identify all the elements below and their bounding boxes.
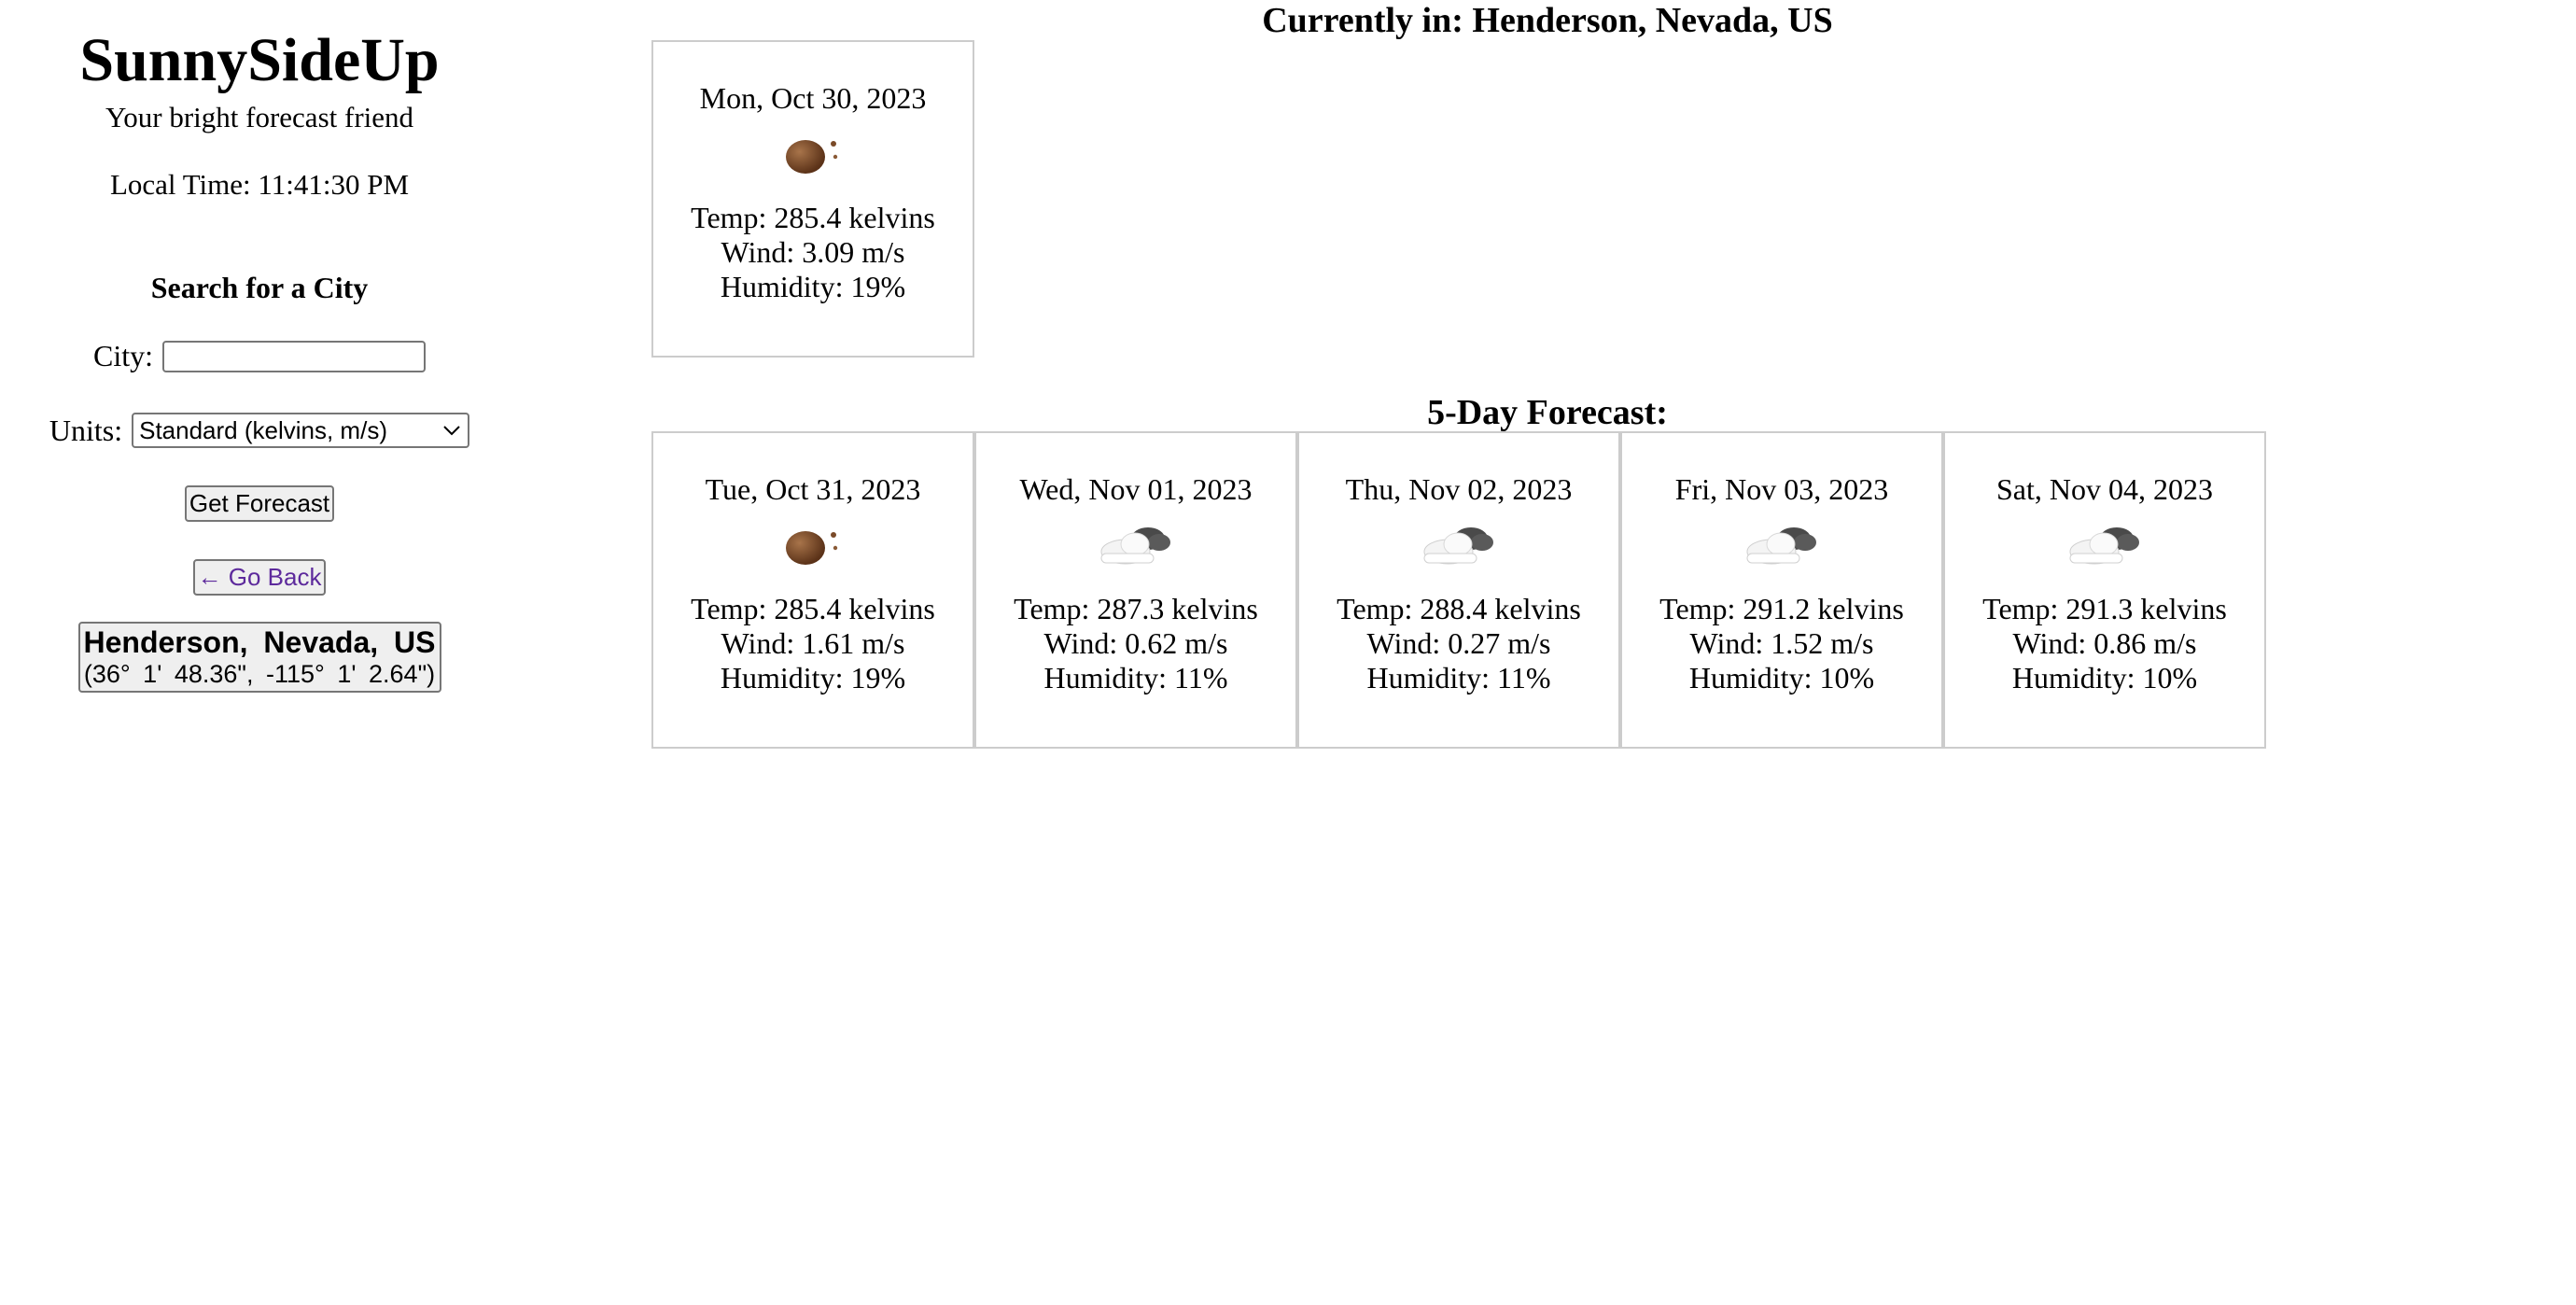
card-temp: Temp: 291.2 kelvins xyxy=(1659,592,1904,625)
chevron-down-icon xyxy=(441,418,462,442)
current-heading: Currently in: Henderson, Nevada, US xyxy=(1262,1,1833,40)
card-humidity: Humidity: 11% xyxy=(1043,661,1228,695)
city-input[interactable] xyxy=(162,341,426,372)
go-back-button[interactable]: ← Go Back xyxy=(193,559,327,596)
card-humidity: Humidity: 19% xyxy=(720,661,906,695)
search-heading: Search for a City xyxy=(150,271,369,304)
city-row xyxy=(0,339,519,373)
forecast-card xyxy=(1620,431,1943,749)
forecast-card xyxy=(1943,431,2266,749)
card-temp: Temp: 291.3 kelvins xyxy=(1982,592,2227,625)
cloud-icon xyxy=(1945,515,2264,573)
card-wind: Wind: 1.52 m/s xyxy=(1689,626,1874,660)
card-temp: Temp: 288.4 kelvins xyxy=(1337,592,1581,625)
card-temp: Temp: 285.4 kelvins xyxy=(691,592,935,625)
forecast-card xyxy=(1297,431,1620,749)
saved-location-button[interactable] xyxy=(78,622,441,693)
card-wind: Wind: 1.61 m/s xyxy=(721,626,905,660)
cloud-icon xyxy=(1622,515,1941,573)
card-wind: Wind: 0.27 m/s xyxy=(1366,626,1551,660)
location-coords: (36° 1' 48.36", -115° 1' 2.64") xyxy=(83,659,436,688)
units-select[interactable] xyxy=(132,413,469,448)
card-date: Fri, Nov 03, 2023 xyxy=(1674,472,1889,506)
city-label: City: xyxy=(92,339,153,372)
sidebar xyxy=(0,0,519,693)
local-time: Local Time: 11:41:30 PM xyxy=(109,168,410,201)
card-wind: Wind: 0.62 m/s xyxy=(1043,626,1228,660)
card-wind: Wind: 0.86 m/s xyxy=(2012,626,2197,660)
card-date: Wed, Nov 01, 2023 xyxy=(1019,472,1253,506)
app-tagline: Your bright forecast friend xyxy=(105,101,414,133)
card-date: Mon, Oct 30, 2023 xyxy=(699,81,927,115)
card-humidity: Humidity: 10% xyxy=(2011,661,2198,695)
card-wind: Wind: 3.09 m/s xyxy=(721,235,905,269)
location-name: Henderson, Nevada, US xyxy=(83,625,436,659)
card-temp: Temp: 285.4 kelvins xyxy=(691,201,935,234)
get-forecast-button[interactable]: Get Forecast xyxy=(185,485,334,522)
forecast-card xyxy=(651,431,974,749)
moon-icon xyxy=(653,124,973,182)
app-title: SunnySideUp xyxy=(79,26,440,94)
card-temp: Temp: 287.3 kelvins xyxy=(1014,592,1258,625)
card-humidity: Humidity: 19% xyxy=(720,270,906,303)
card-date: Tue, Oct 31, 2023 xyxy=(705,472,921,506)
forecast-card xyxy=(974,431,1297,749)
card-date: Thu, Nov 02, 2023 xyxy=(1345,472,1573,506)
moon-icon xyxy=(653,515,973,573)
card-humidity: Humidity: 11% xyxy=(1366,661,1551,695)
card-humidity: Humidity: 10% xyxy=(1688,661,1875,695)
units-label: Units: xyxy=(49,413,123,447)
card-date: Sat, Nov 04, 2023 xyxy=(1996,472,2213,506)
units-row xyxy=(0,413,519,448)
units-selected-value: Standard (kelvins, m/s) xyxy=(139,415,387,444)
cloud-icon xyxy=(1299,515,1618,573)
cloud-icon xyxy=(976,515,1295,573)
forecast-heading: 5-Day Forecast: xyxy=(1427,393,1668,432)
current-weather-card xyxy=(651,40,974,358)
